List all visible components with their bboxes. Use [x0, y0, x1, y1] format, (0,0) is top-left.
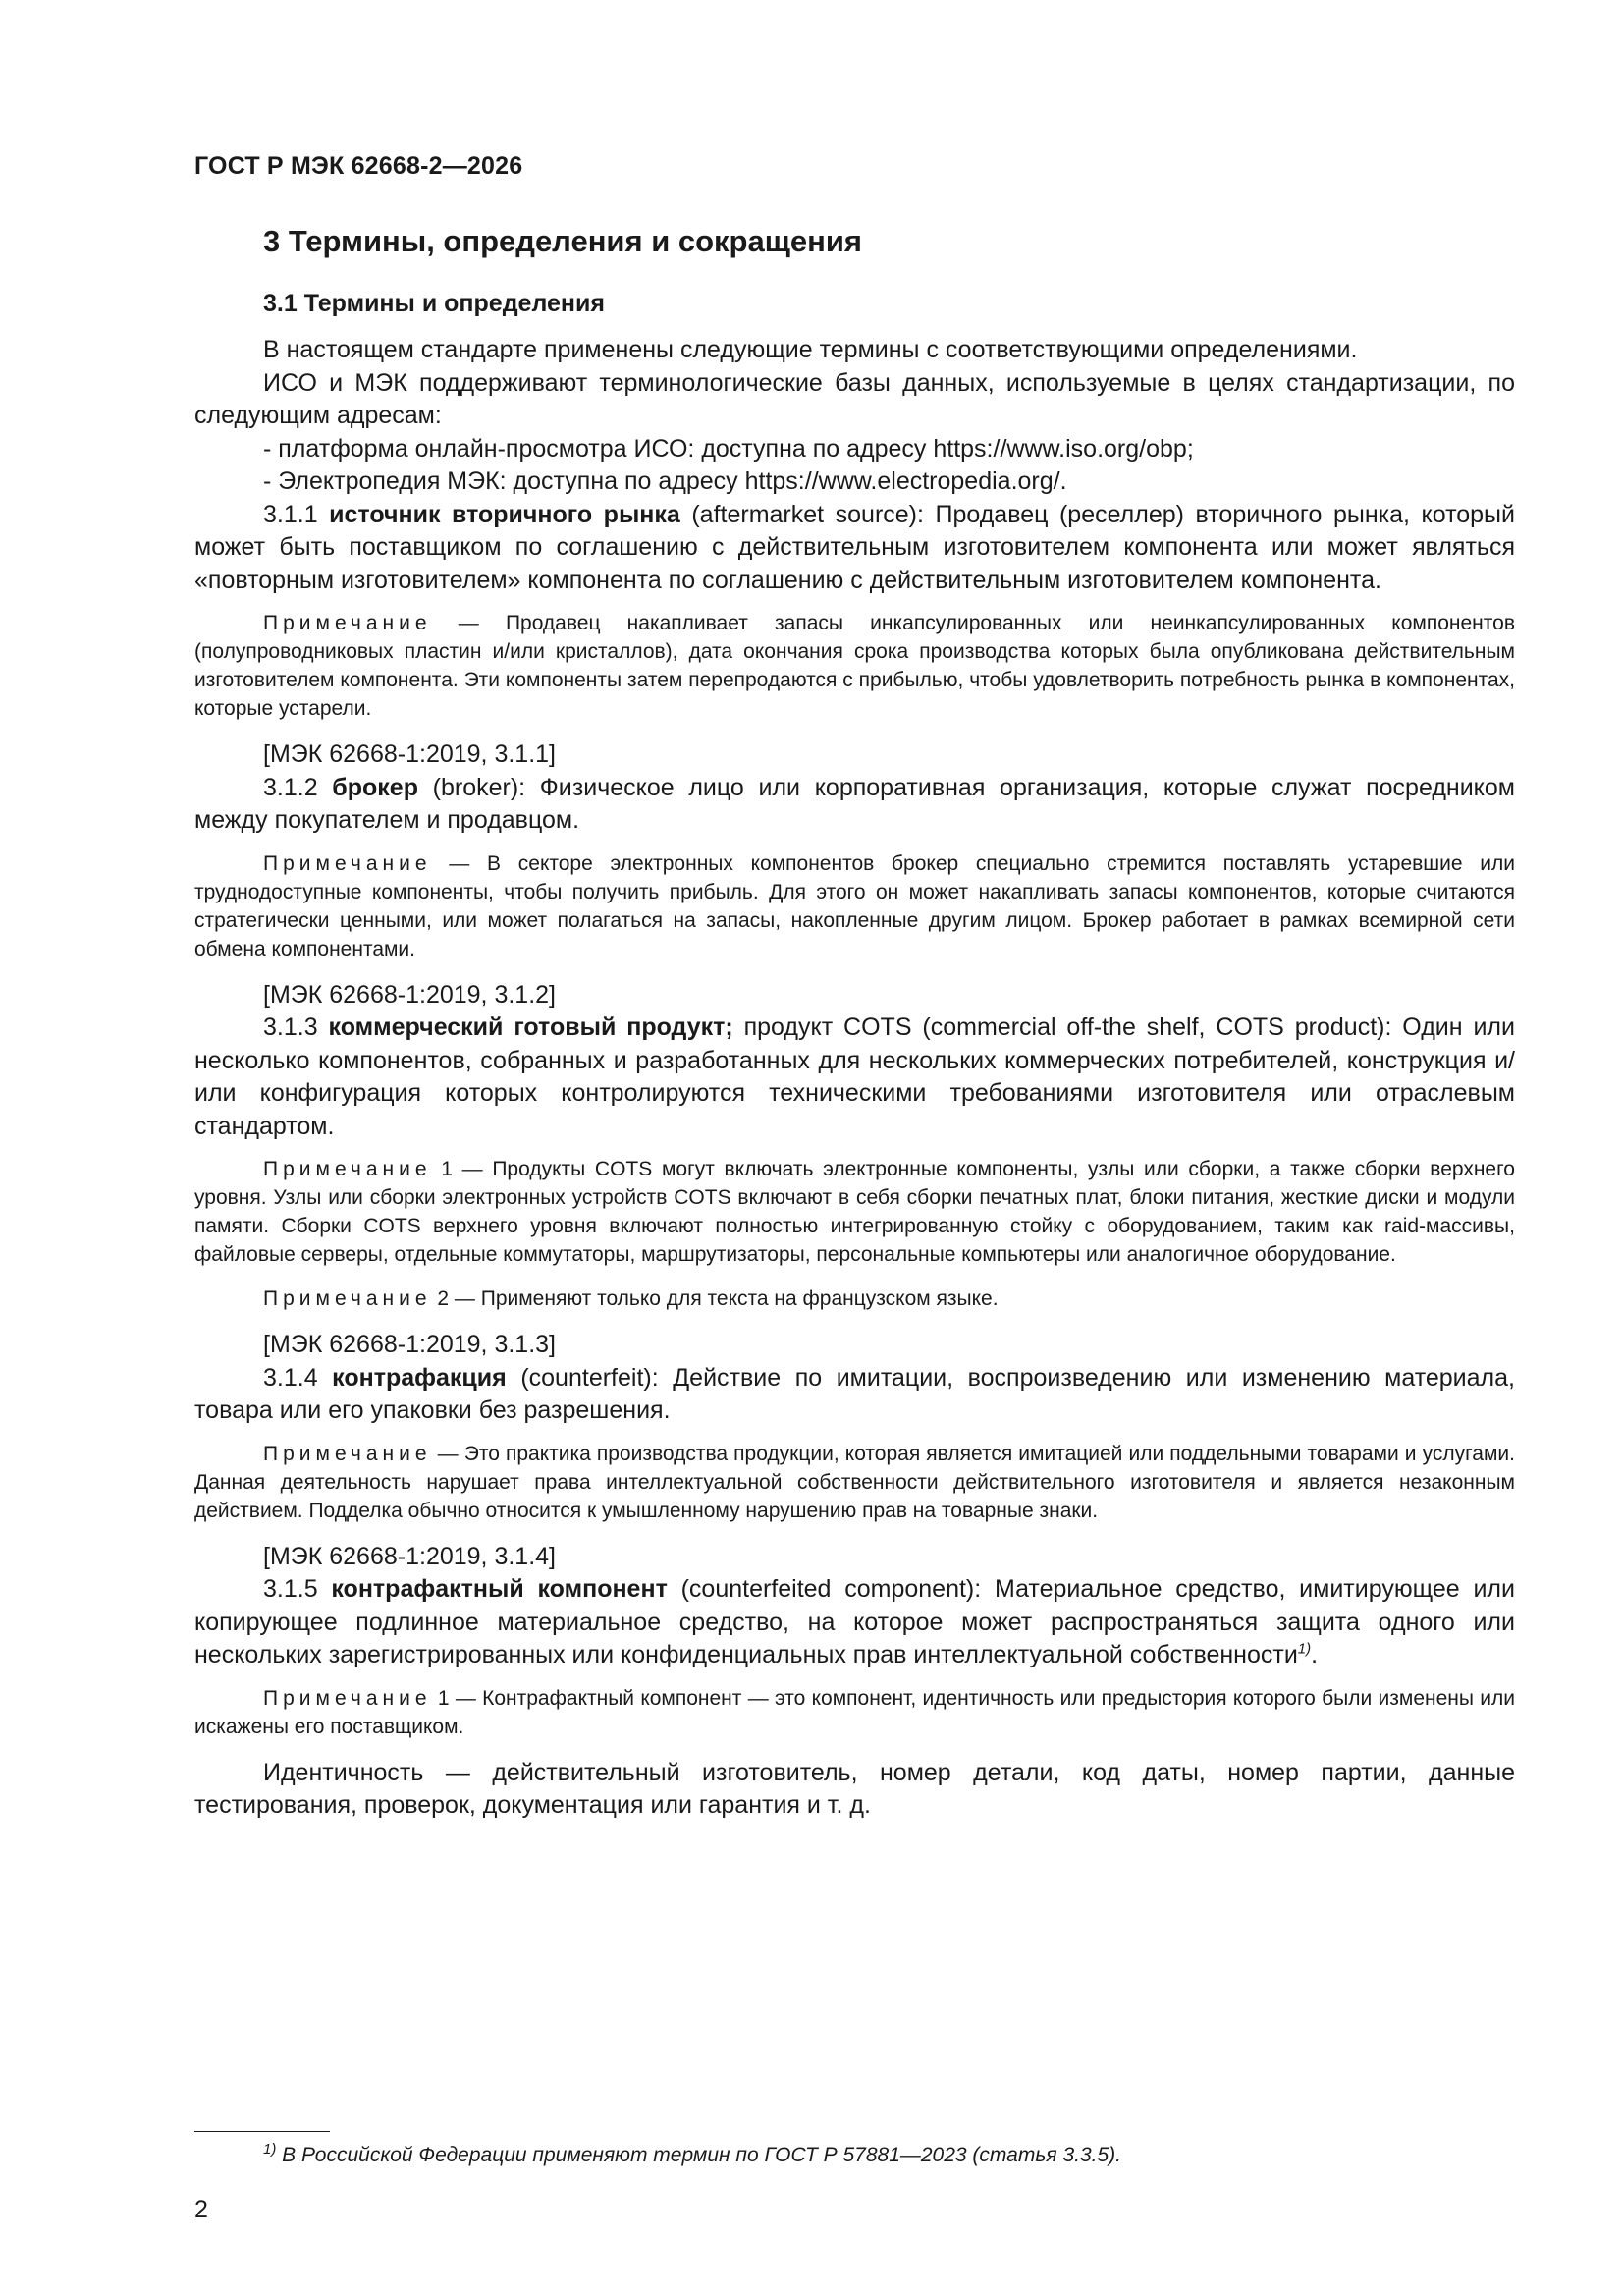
- term-definition: (aftermarket source): Продавец (реселлер) вторичного рынка, который может быть поставщиком по соглашению с действительным изготовителем компонента или может являться «повторным изготовителем» компонента по соглашению с действительным изготовителем компонента.: [194, 500, 1515, 594]
- term-name: коммерческий готовый продукт;: [328, 1013, 733, 1041]
- page-content: [194, 222, 1515, 1823]
- note-text: 1 — Продукты COTS могут включать электронные компоненты, узлы или сборки, а также сборки верхнего уровня. Узлы или сборки электронных устройств COTS включают в себя сборки печатных плат, блоки питания, жесткие диски и модули памяти. Сборки COTS верхнего уровня включают полностью интегрированную стойку с оборудованием, таким как raid-массивы, файловые серверы, отдельные коммутаторы, маршрутизаторы, персональные компьютеры или аналогичное оборудование.: [194, 1158, 1515, 1266]
- identity-paragraph: Идентичность — действительный изготовитель, номер детали, код даты, номер партии, данные тестирования, проверок, документация или гарантия и т. д.: [194, 1758, 1515, 1819]
- term-name: источник вторичного рынка: [329, 500, 680, 528]
- term-definition: (broker): Физическое лицо или корпоративная организация, которые служат посредником между покупателем и продавцом.: [194, 773, 1515, 834]
- term-definition: (counterfeit): Действие по имитации, воспроизведению или изменению материала, товара или его упаковки без разрешения.: [194, 1363, 1515, 1424]
- list-item: - Электропедия МЭК: доступна по адресу https://www.electropedia.org/.: [263, 467, 1067, 495]
- term-note: [194, 609, 1515, 723]
- note-label: Примечание: [263, 1158, 432, 1180]
- subsection-title: 3.1 Термины и определения: [263, 290, 605, 317]
- note-text: — Это практика производства продукции, которая является имитацией или поддельными товарами и услугами. Данная деятельность нарушает права интеллектуальной собственности действительного изготовителя и является незаконным действием. Подделка обычно относится к умышленному нарушению прав на товарные знаки.: [194, 1442, 1515, 1522]
- footnote-mark: 1): [1297, 1640, 1312, 1658]
- term-entry: [194, 1362, 1515, 1428]
- term-number: 3.1.1: [263, 500, 330, 528]
- document-header: ГОСТ Р МЭК 62668-2—2026: [194, 152, 523, 180]
- term-name: брокер: [332, 773, 418, 801]
- term-note: [194, 1285, 1515, 1313]
- footnote: [263, 2141, 1121, 2170]
- document-page: [194, 0, 1515, 2296]
- note-text: — Продавец накапливает запасы инкапсулированных или неинкапсулированных компонентов (полупроводниковых пластин и/или кристаллов), дата окончания срока производства которых была опубликована действительным изготовителем компонента. Эти компоненты затем перепродаются с прибылью, чтобы удовлетворить потребность рынка в компонентах, которые устарели.: [194, 612, 1515, 720]
- term-note: [194, 1684, 1515, 1741]
- term-name: контрафакция: [332, 1363, 507, 1392]
- term-entry: [194, 499, 1515, 598]
- note-label: Примечание: [263, 851, 432, 875]
- footnote-text: В Российской Федерации применяют термин по ГОСТ Р 57881—2023 (статья 3.3.5).: [276, 2144, 1121, 2166]
- note-text: — В секторе электронных компонентов брокер специально стремится поставлять устаревшие или труднодоступные компоненты, чтобы получить прибыль. Для этого он может накапливать запасы компонентов, которые считаются стратегически ценными, или может полагаться на запасы, накопленные другим лицом. Брокер работает в рамках всемирной сети обмена компонентами.: [194, 851, 1515, 960]
- term-definition: (counterfeited component): Материальное средство, имитирующее или копирующее подлинное материальное средство, на которое может распространяться защита одного или нескольких зарегистрированных или конфиденциальных прав интеллектуальной собственности: [194, 1575, 1515, 1668]
- term-number: 3.1.4: [263, 1363, 333, 1392]
- note-text: 1 — Контрафактный компонент — это компонент, идентичность или предыстория которого были изменены или искажены его поставщиком.: [194, 1686, 1515, 1738]
- term-source: [МЭК 62668-1:2019, 3.1.4]: [263, 1542, 556, 1570]
- term-note: [194, 1440, 1515, 1525]
- term-number: 3.1.5: [263, 1575, 332, 1603]
- intro-paragraph: ИСО и МЭК поддерживают терминологические базы данных, используемые в целях стандартизации, по следующим адресам:: [194, 368, 1515, 429]
- term-number: 3.1.2: [263, 773, 333, 801]
- term-definition: продукт COTS (commercial off-the shelf, COTS product): Один или несколько компонентов, собранных и разработанных для нескольких коммерческих потребителей, конструкция и/или конфигурация которых контролируются техническими требованиями изготовителя или отраслевым стандартом.: [194, 1013, 1515, 1140]
- footnote-divider: [194, 2131, 330, 2132]
- term-name: контрафактный компонент: [331, 1575, 668, 1603]
- note-label: Примечание: [263, 612, 432, 634]
- term-number: 3.1.3: [263, 1013, 329, 1041]
- page-number: 2: [194, 2196, 208, 2223]
- term-definition-end: .: [1311, 1641, 1319, 1668]
- term-entry: [194, 1573, 1515, 1672]
- term-entry: [194, 772, 1515, 838]
- note-label: Примечание: [263, 1442, 432, 1465]
- term-source: [МЭК 62668-1:2019, 3.1.3]: [263, 1331, 556, 1358]
- term-entry: [194, 1011, 1515, 1143]
- list-item: - платформа онлайн-просмотра ИСО: доступна по адресу https://www.iso.org/obp;: [263, 434, 1194, 463]
- term-source: [МЭК 62668-1:2019, 3.1.2]: [263, 980, 556, 1009]
- footnote-mark: 1): [263, 2141, 277, 2158]
- section-title: 3 Термины, определения и сокращения: [263, 224, 862, 258]
- term-note: [194, 849, 1515, 963]
- note-label: Примечание: [263, 1686, 432, 1710]
- intro-paragraph: В настоящем стандарте применены следующие термины с соответствующими определениями.: [263, 336, 1358, 363]
- term-note: [194, 1155, 1515, 1269]
- note-text: 2 — Применяют только для текста на французском языке.: [431, 1287, 999, 1310]
- note-label: Примечание: [263, 1287, 432, 1310]
- term-source: [МЭК 62668-1:2019, 3.1.1]: [263, 740, 556, 768]
